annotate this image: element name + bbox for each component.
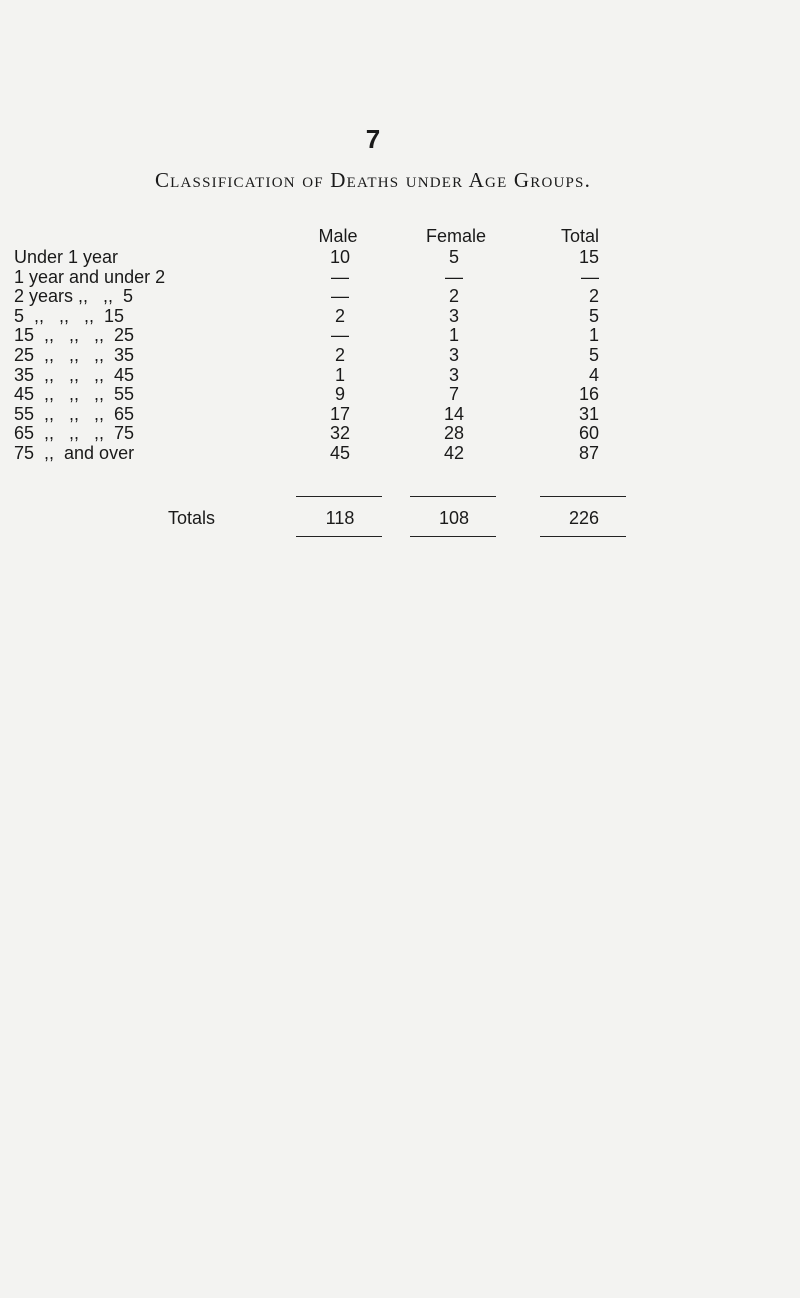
row-female: 3 xyxy=(448,345,459,365)
row-female: 3 xyxy=(448,306,459,326)
totals-female: 108 xyxy=(438,508,470,528)
totals-rule-bottom-female xyxy=(410,536,496,537)
row-male: 2 xyxy=(334,306,345,326)
row-label: 1 year and under 2 xyxy=(14,267,166,287)
page-number: 7 xyxy=(365,124,381,154)
row-label: 2 years ,, ,, 5 xyxy=(14,286,134,306)
row-label: 15 ,, ,, ,, 25 xyxy=(14,325,135,345)
row-total: 5 xyxy=(588,306,599,326)
totals-male: 118 xyxy=(325,508,355,528)
column-header-female: Female xyxy=(425,226,487,246)
totals-rule-top-female xyxy=(410,496,496,497)
totals-rule-bottom-total xyxy=(540,536,626,537)
row-total: 16 xyxy=(578,384,599,404)
row-male: — xyxy=(331,286,349,306)
row-total: 60 xyxy=(578,423,599,443)
totals-label: Totals xyxy=(168,508,216,528)
row-female: 42 xyxy=(443,443,465,463)
row-male: — xyxy=(331,325,349,345)
row-label: 5 ,, ,, ,, 15 xyxy=(14,306,125,326)
row-female: 7 xyxy=(448,384,459,404)
row-total: 87 xyxy=(578,443,599,463)
row-male: 9 xyxy=(334,384,345,404)
row-total: 31 xyxy=(578,404,599,424)
totals-rule-top-total xyxy=(540,496,626,497)
row-label: 55 ,, ,, ,, 65 xyxy=(14,404,135,424)
column-header-total: Total xyxy=(560,226,600,246)
row-female: 14 xyxy=(443,404,465,424)
row-female: 2 xyxy=(448,286,459,306)
row-total: 15 xyxy=(578,247,599,267)
row-total: 2 xyxy=(588,286,599,306)
column-header-male: Male xyxy=(318,226,358,246)
row-total: 4 xyxy=(588,365,599,385)
row-male: 2 xyxy=(334,345,345,365)
page-title: Classification of Deaths under Age Groups. xyxy=(154,168,592,192)
row-female: 28 xyxy=(443,423,465,443)
totals-total: 226 xyxy=(568,508,599,528)
row-label: 65 ,, ,, ,, 75 xyxy=(14,423,135,443)
row-male: 10 xyxy=(329,247,351,267)
row-total: 5 xyxy=(588,345,599,365)
row-male: 32 xyxy=(329,423,351,443)
row-label: 25 ,, ,, ,, 35 xyxy=(14,345,135,365)
row-female: 3 xyxy=(448,365,459,385)
totals-rule-bottom-male xyxy=(296,536,382,537)
row-male: 45 xyxy=(329,443,351,463)
row-total: 1 xyxy=(588,325,599,345)
row-label: 75 ,, and over xyxy=(14,443,135,463)
row-label: 45 ,, ,, ,, 55 xyxy=(14,384,135,404)
row-male: 1 xyxy=(334,365,345,385)
row-male: 17 xyxy=(329,404,351,424)
row-male: — xyxy=(331,267,349,287)
totals-rule-top-male xyxy=(296,496,382,497)
row-label: 35 ,, ,, ,, 45 xyxy=(14,365,135,385)
row-label: Under 1 year xyxy=(14,247,119,267)
row-total: — xyxy=(581,267,599,287)
row-female: — xyxy=(445,267,463,287)
row-female: 5 xyxy=(448,247,459,267)
row-female: 1 xyxy=(448,325,459,345)
